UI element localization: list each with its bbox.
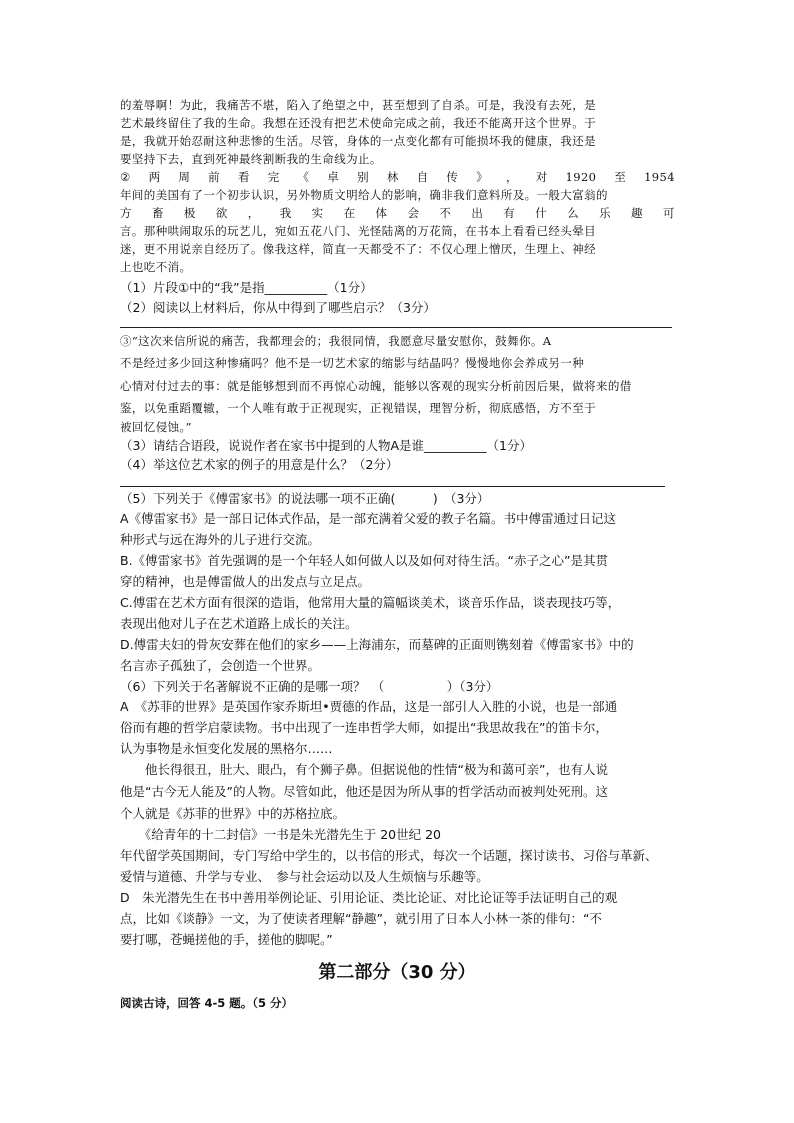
char: 可 xyxy=(662,206,675,220)
q5-option-line: B.《傅雷家书》首先强调的是一个年轻人如何做人以及如何对待生活。“赤子之心”是其贯 xyxy=(120,553,609,568)
passage2-line-justified xyxy=(120,168,675,186)
char: 不 xyxy=(439,206,452,220)
char: 极 xyxy=(183,206,196,220)
answer-line xyxy=(120,327,672,328)
q6-option-line: 要打哪，苍蝇搓他的手，搓他的脚呢。” xyxy=(120,932,333,947)
passage1-line: 艺术最终留住了我的生命。我想在还没有把艺术使命完成之前，我还不能离开这个世界。于 xyxy=(120,116,596,130)
char: 实 xyxy=(311,206,324,220)
passage2-line: 年间的美国有了一个初步认识，另外物质文明给人的影响，确非我们意料所及。一般大富翁的 xyxy=(120,188,608,202)
q6-option-line: 《给青年的十二封信》一书是朱光潜先生于 20世纪 20 xyxy=(120,827,442,842)
q5-option-line: 穿的精神，也是傅雷做人的出发点与立足点。 xyxy=(120,574,371,589)
q5-option-line: 名言赤子孤独了，会创造一个世界。 xyxy=(120,658,321,673)
char: ， xyxy=(505,170,518,184)
q5-option-line: C.傅雷在艺术方面有很深的造诣，他常用大量的篇幅谈美术，谈音乐作品，谈表现技巧等， xyxy=(120,595,621,610)
char: 看 xyxy=(237,170,250,184)
char: 会 xyxy=(407,206,420,220)
q6-option-line: D 朱光潜先生在书中善用举例论证、引用论证、类比论证、对比论证等手法证明自己的观 xyxy=(120,890,618,905)
q6-option-line: A 《苏菲的世界》是英国作家乔斯坦•贾德的作品，这是一部引人入胜的小说，也是一部通 xyxy=(120,699,618,714)
passage3-line: 被回忆侵蚀。” xyxy=(120,420,192,434)
question-6: （6）下列关于名著解说不正确的是哪一项？ （ ）（3分） xyxy=(120,679,499,694)
passage3-line: 不是经过多少回这种惨痛吗？他不是一切艺术家的缩影与结晶吗？慢慢地你会养成另一种 xyxy=(120,356,585,370)
section-instruction: 阅读古诗，回答 4-5 题。（5 分） xyxy=(120,996,294,1010)
char: 传 xyxy=(446,170,459,184)
question-2: （2）阅读以上材料后，你从中得到了哪些启示？（3分） xyxy=(120,300,436,315)
char: 》 xyxy=(476,170,489,184)
char: 对 xyxy=(535,170,548,184)
q6-option-line: 他长得很丑，肚大、眼凸，有个狮子鼻。但据说他的性情“极为和蔼可亲”，也有人说 xyxy=(120,762,608,777)
q6-option-line: 他是“古今无人能及”的人物。尽管如此，他还是因为所从事的哲学活动而被判处死刑。这 xyxy=(120,784,608,799)
char: 趣 xyxy=(631,206,643,220)
char: 两 xyxy=(148,170,161,184)
q6-option-line: 年代留学英国期间，专门写给中学生的，以书信的形式，每次一个话题，探讨读书、习俗与革新、 xyxy=(120,848,658,863)
char: 《 xyxy=(297,170,310,184)
char: 我 xyxy=(279,206,292,220)
char: 林 xyxy=(386,170,399,184)
char: 体 xyxy=(375,206,388,220)
question-3: （3）请结合语段，说说作者在家书中提到的人物A是谁__________（1分） xyxy=(120,438,532,453)
q6-option-line: 爱情与道德、升学与专业、 参与社会运动以及人生烦恼与乐趣等。 xyxy=(120,869,489,884)
char: 什 xyxy=(535,206,548,220)
passage1-line: 要坚持下去，直到死神最终割断我的生命线为止。 xyxy=(120,152,382,166)
passage3-line: 心情对付过去的事：就是能够想到而不再惊心动魄，能够以客观的现实分析前因后果，做将来的借 xyxy=(120,379,632,393)
passage3-line: 鉴，以免重蹈覆辙，一个人唯有敢于正视现实，正视错误，理智分析，彻底感悟，方不至于 xyxy=(120,401,596,415)
char: 前 xyxy=(208,170,221,184)
char: 畜 xyxy=(151,206,164,220)
char: 至 xyxy=(614,170,627,184)
char: 完 xyxy=(267,170,280,184)
char: 欲 xyxy=(215,206,228,220)
q5-option-line: D.傅雷夫妇的骨灰安葬在他们的家乡——上海浦东，而墓碑的正面则镌刻着《傅雷家书》中的 xyxy=(120,637,634,652)
char: 卓 xyxy=(327,170,340,184)
char: 有 xyxy=(503,206,516,220)
char: 在 xyxy=(343,206,356,220)
q6-option-line: 个人就是《苏菲的世界》中的苏格拉底。 xyxy=(120,806,346,821)
q5-option-line: 种形式与远在海外的儿子进行交流。 xyxy=(120,532,321,547)
char: 自 xyxy=(416,170,429,184)
passage1-line: 是，我就开始忍耐这种悲惨的生活。尽管，身体的一点变化都有可能损坏我的健康，我还是 xyxy=(120,134,596,148)
q5-option-line: 表现出他对儿子在艺术道路上成长的关注。 xyxy=(120,616,358,631)
q6-option-line: 认为事物是永恒变化发展的黑格尔…… xyxy=(120,741,333,756)
question-4: （4）举这位艺术家的例子的用意是什么？（2分） xyxy=(120,457,399,472)
section-title: 第二部分（30 分） xyxy=(318,962,476,983)
char: ， xyxy=(247,206,260,220)
passage2-line: 迷，更不用说亲自经历了。像我这样，简直一天都受不了：不仅心理上憎厌，生理上、神经 xyxy=(120,242,596,256)
char: 乐 xyxy=(599,206,611,220)
char: 出 xyxy=(471,206,484,220)
char: ② xyxy=(120,170,131,184)
q6-option-line: 俗而有趣的哲学启蒙读物。书中出现了一连串哲学大师，如提出“我思故我在”的笛卡尔， xyxy=(120,720,608,735)
year: 1954 xyxy=(644,170,675,184)
char: 别 xyxy=(357,170,369,184)
passage3-line: ③“这次来信所说的痛苦，我都理会的；我很同情，我愿意尽量安慰你，鼓舞你。A xyxy=(120,334,552,348)
passage2-line-justified xyxy=(120,204,675,222)
question-1: （1）片段①中的“我”是指__________（1分） xyxy=(120,280,373,295)
passage2-line: 上也吃不消。 xyxy=(120,260,192,274)
question-5: （5）下列关于《傅雷家书》的说法哪一项不正确( ) （3分） xyxy=(120,491,490,506)
char: 周 xyxy=(178,170,191,184)
year: 1920 xyxy=(565,170,597,184)
passage2-line: 言。那种哄闹取乐的玩艺儿，宛如五花八门、光怪陆离的万花筒，在书本上看看已经头晕目 xyxy=(120,224,596,238)
answer-line xyxy=(120,486,665,487)
q5-option-line: A《傅雷家书》是一部日记体式作品，是一部充满着父爱的教子名篇。书中傅雷通过日记这 xyxy=(120,511,617,526)
q6-option-line: 点，比如《谈静》一文，为了使读者理解“静趣”，就引用了日本人小林一茶的俳句：“不 xyxy=(120,911,602,926)
passage1-line: 的羞辱啊！为此，我痛苦不堪，陷入了绝望之中，甚至想到了自杀。可是，我没有去死，是 xyxy=(120,98,596,112)
char: 么 xyxy=(567,206,580,220)
char: 方 xyxy=(120,206,132,220)
